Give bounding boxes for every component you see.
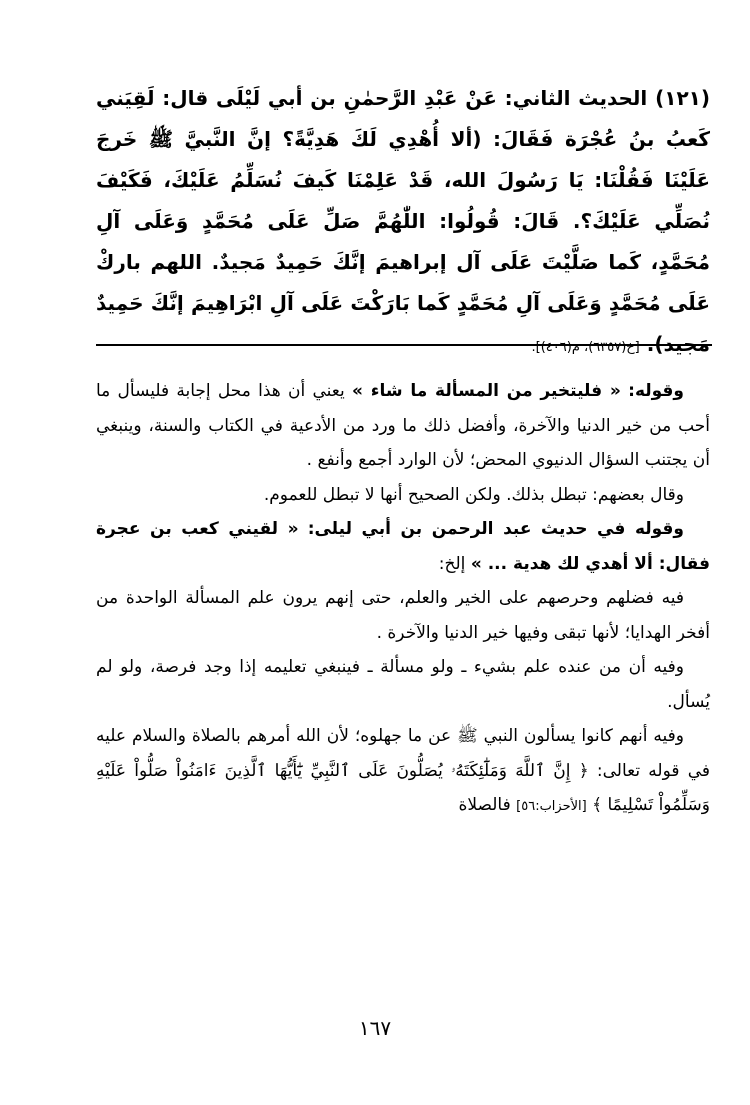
hadith-block (96, 78, 710, 368)
commentary-paragraph-2: وقال بعضهم: تبطل بذلك. ولكن الصحيح أنها لا تبطل للعموم. (263, 484, 684, 505)
paragraph-1-text: يعني أن هذا محل إجابة فليسأل ما أحب من خير الدنيا والآخرة، وأفضل ذلك ما ورد من الأدعية في الكتاب والسنة، وينبغي أن يجتنب السؤال الدنيوي المحض؛ لأن الوارد أجمع وأنفع . (96, 381, 710, 470)
commentary-paragraph-3 (96, 512, 710, 581)
paragraph-3-text: إلخ: (438, 553, 466, 574)
paragraph-1-quote: « فليتخير من المسألة ما شاء » (352, 381, 621, 401)
commentary-paragraph-1 (96, 374, 710, 478)
paragraph-1-lead: وقوله: (628, 381, 684, 401)
separator-line (96, 344, 712, 346)
paragraph-6-text: وفيه أنهم كانوا يسألون النبي ﷺ عن ما جهلوه؛ لأن الله أمرهم بالصلاة والسلام عليه في قوله تعالى: (96, 726, 711, 781)
commentary-paragraph-4: فيه فضلهم وحرصهم على الخير والعلم، حتى إنهم يرون علم المسألة الواحدة من أفخر الهدايا؛ لأنها تبقى وفيها خير الدنيا والآخرة . (96, 588, 710, 643)
paragraph-3-lead: وقوله في حديث عبد الرحمن بن أبي ليلى: (307, 519, 684, 539)
commentary-paragraph-5: وفيه أن من عنده علم بشيء ـ ولو مسألة ـ فينبغي تعليمه إذا وجد فرصة، ولو لم يُسأل. (96, 657, 710, 712)
page-number: ١٦٧ (358, 1016, 392, 1040)
commentary-block (96, 374, 710, 825)
commentary-paragraph-6 (96, 719, 710, 825)
paragraph-3-quote: « لقيني كعب بن عجرة فقال: ألا أهدي لك هدية ... » (96, 519, 710, 574)
hadith-source-reference: [خ(٦٣٥٧)، م(٤٠٦)]. (531, 340, 640, 355)
paragraph-6-tail: فالصلاة (458, 795, 511, 815)
hadith-text: (١٢١) الحديث الثاني: عَنْ عَبْدِ الرَّحمٰنِ بن أبي لَيْلَى قال: لَقِيَني كَعبُ بنُ عُجْرَة فَقَالَ: (ألا أُهْدِي لَكَ هَدِيَّةً؟ إنَّ النَّبيَّ ﷺ خَرجَ عَلَيْنَا فَقُلْنَا: يَا رَسُولَ الله، قَدْ عَلِمْنَا كَيفَ نُسَلِّمُ عَلَيْكَ، فَكَيْفَ نُصَلِّي عَلَيْكَ؟. قَالَ: قُولُوا: اللّٰهُمَّ صَلِّ عَلَى مُحَمَّدٍ وَعَلَى آلِ مُحَمَّدٍ، كَما صَلَّيْتَ عَلَى آل إبراهيمَ إنَّكَ حَمِيدٌ مَجيدٌ. اللهم باركْ عَلَى مُحَمَّدٍ وَعَلَى آلِ مُحَمَّدٍ كَما بَارَكْتَ عَلَى آلِ ابْرَاهِيمَ إنَّكَ حَمِيدٌ مَجيد). (96, 86, 710, 356)
quran-verse: ﴿ إِنَّ ٱللَّهَ وَمَلَٰٓئِكَتَهُۥ يُصَلُّونَ عَلَى ٱلنَّبِيِّ يَٰٓأَيُّهَا ٱلَّذِينَ ءَامَنُواْ صَلُّواْ عَلَيْهِ وَسَلِّمُواْ تَسْلِيمًا ﴾ (96, 760, 710, 815)
verse-reference: [الأحزاب:٥٦] (516, 799, 587, 814)
